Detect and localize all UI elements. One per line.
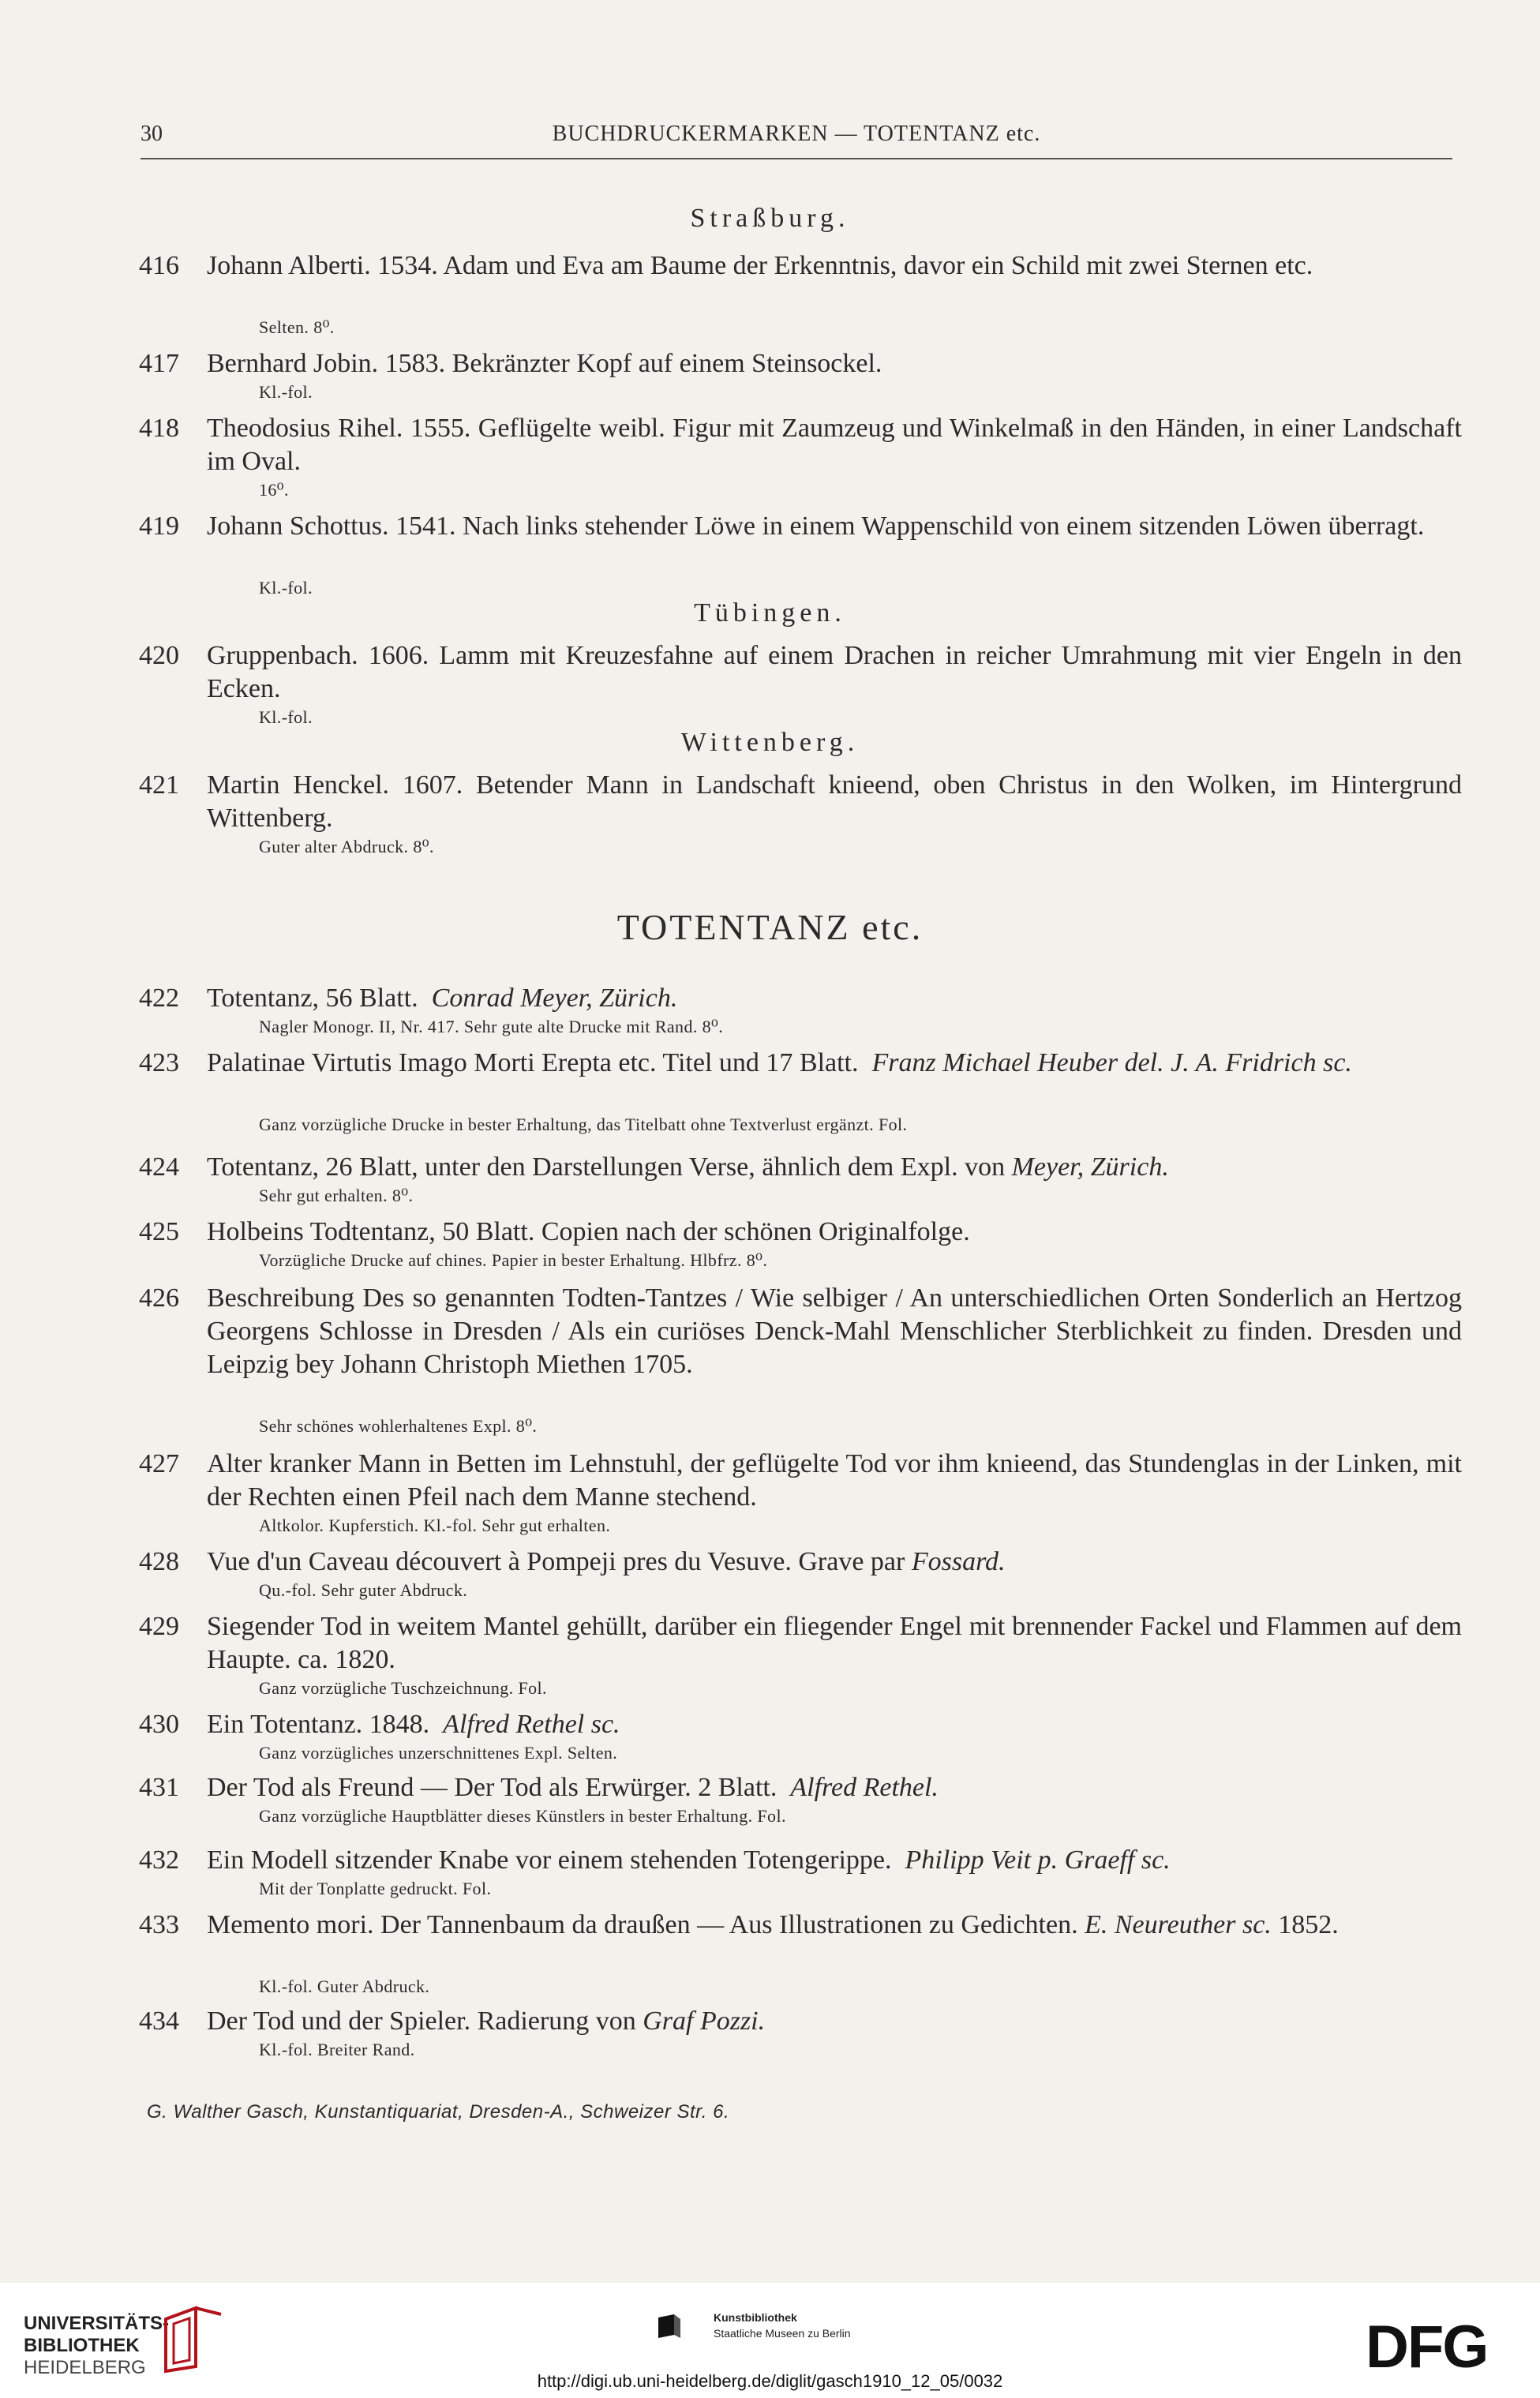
entry-title: Memento mori. Der Tannenbaum da draußen — Aus Illustrationen zu Gedichten. xyxy=(207,1910,1078,1939)
entry-text xyxy=(207,1844,1462,1877)
entry-note: Qu.-fol. Sehr guter Abdruck. xyxy=(259,1580,468,1600)
kunstbibliothek-icon xyxy=(655,2311,684,2340)
entry-year: 1852. xyxy=(1278,1910,1339,1939)
entry-text: Johann Alberti. 1534. Adam und Eva am Baume der Erkenntnis, davor ein Schild mit zwei Sternen etc. xyxy=(207,251,1313,280)
entry-number: 420 xyxy=(139,641,179,670)
city-heading-strassburg: Straßburg. xyxy=(690,204,850,233)
section-title: TOTENTANZ etc. xyxy=(616,907,924,947)
kb-line-2: Staatliche Museen zu Berlin xyxy=(714,2327,851,2340)
entry-number: 434 xyxy=(139,2006,179,2036)
page-header xyxy=(141,117,1452,152)
entry-number: 419 xyxy=(139,511,179,541)
entry-text xyxy=(207,1151,1462,1184)
entry-title: Der Tod als Freund — Der Tod als Erwürger. 2 Blatt. xyxy=(207,1773,777,1802)
entry-number: 431 xyxy=(139,1773,179,1802)
entry-note: Mit der Tonplatte gedruckt. Fol. xyxy=(259,1879,492,1898)
source-url-link[interactable]: http://digi.ub.uni-heidelberg.de/diglit/gasch1910_12_05/0032 xyxy=(537,2371,1003,2391)
entry-note: Guter alter Abdruck. 8⁰. xyxy=(259,837,434,856)
entry-text xyxy=(207,1771,1462,1804)
entry-number: 423 xyxy=(139,1048,179,1077)
entry-text: Holbeins Todtentanz, 50 Blatt. Copien nach der schönen Originalfolge. xyxy=(207,1217,970,1246)
page-number: 30 xyxy=(141,122,163,146)
entry-note: Nagler Monogr. II, Nr. 417. Sehr gute alte Drucke mit Rand. 8⁰. xyxy=(259,1017,724,1036)
entry-note: Kl.-fol. xyxy=(259,382,313,402)
entry-number: 418 xyxy=(139,414,179,443)
uni-line-2: BIBLIOTHEK xyxy=(24,2335,140,2356)
entry-number: 425 xyxy=(139,1217,179,1246)
entry-number: 426 xyxy=(139,1283,179,1313)
library-emblem-icon xyxy=(158,2303,229,2374)
entry-text xyxy=(207,1909,1462,1942)
entry-text xyxy=(207,1546,1462,1579)
entry-title: Ein Totentanz. 1848. xyxy=(207,1710,430,1739)
entry-number: 424 xyxy=(139,1152,179,1182)
entry-text xyxy=(207,1047,1462,1080)
uni-line-3: HEIDELBERG xyxy=(24,2357,146,2378)
city-heading-wittenberg: Wittenberg. xyxy=(680,728,860,757)
entry-note: Sehr gut erhalten. 8⁰. xyxy=(259,1186,414,1205)
city-heading-tuebingen: Tübingen. xyxy=(694,598,846,628)
entry-note: Sehr schönes wohlerhaltenes Expl. 8⁰. xyxy=(259,1416,538,1436)
entry-artist: Alfred Rethel sc. xyxy=(443,1710,620,1739)
entry-note: Ganz vorzügliche Hauptblätter dieses Künstlers in bester Erhaltung. Fol. xyxy=(259,1806,786,1826)
entry-text: Alter kranker Mann in Betten im Lehnstuhl, der geflügelte Tod vor ihm knieend, das Stundenglas in der Linken, mit der Rechten einen Pfeil nach dem Manne stechend. xyxy=(207,1449,1462,1512)
entry-artist: Franz Michael Heuber del. J. A. Fridrich sc. xyxy=(871,1048,1352,1077)
entry-number: 421 xyxy=(139,770,179,800)
entry-note: Ganz vorzügliche Drucke in bester Erhaltung, das Titelbatt ohne Textverlust ergänzt. Fol. xyxy=(259,1115,908,1134)
dfg-logo[interactable]: DFG xyxy=(1366,2314,1488,2381)
entry-note: Kl.-fol. xyxy=(259,707,313,727)
entry-number: 417 xyxy=(139,349,179,378)
entry-title: Der Tod und der Spieler. Radierung von xyxy=(207,2006,636,2036)
entry-text xyxy=(207,982,1462,1015)
entry-number: 416 xyxy=(139,251,179,280)
entry-number: 427 xyxy=(139,1449,179,1478)
entry-text: Bernhard Jobin. 1583. Bekränzter Kopf auf einem Steinsockel. xyxy=(207,349,882,378)
entry-title: Totentanz, 26 Blatt, unter den Darstellungen Verse, ähnlich dem Expl. von xyxy=(207,1152,1006,1182)
entry-note: Kl.-fol. xyxy=(259,578,313,598)
entry-note: Altkolor. Kupferstich. Kl.-fol. Sehr gut erhalten. xyxy=(259,1516,611,1535)
entry-artist: Alfred Rethel. xyxy=(790,1773,939,1802)
entry-note: Vorzügliche Drucke auf chines. Papier in bester Erhaltung. Hlbfrz. 8⁰. xyxy=(259,1250,768,1270)
entry-number: 432 xyxy=(139,1845,179,1875)
entry-note: Ganz vorzügliche Tuschzeichnung. Fol. xyxy=(259,1678,547,1698)
entry-number: 430 xyxy=(139,1710,179,1739)
entry-text: Beschreibung Des so genannten Todten-Tantzes / Wie selbiger / An unterschiedlichen Orten Sonderlich an Hertzog Georgens Schlosse in Dresden / Als ein curiöses Denck-Mahl Menschlicher Sterblichkeit zu finden. Dresden und Leipzig bey Johann Christoph Miethen 1705. xyxy=(207,1283,1462,1379)
header-rule xyxy=(141,158,1452,159)
entry-number: 429 xyxy=(139,1612,179,1641)
university-library-logo[interactable] xyxy=(24,2313,169,2379)
uni-line-1: UNIVERSITÄTS- xyxy=(24,2313,170,2334)
entry-text: Siegender Tod in weitem Mantel gehüllt, darüber ein fliegender Engel mit brennender Fackel und Flammen auf dem Haupte. ca. 1820. xyxy=(207,1612,1462,1674)
entry-title: Ein Modell sitzender Knabe vor einem stehenden Totengerippe. xyxy=(207,1845,892,1875)
entry-note: Ganz vorzügliches unzerschnittenes Expl. Selten. xyxy=(259,1743,618,1763)
entry-artist: Conrad Meyer, Zürich. xyxy=(431,984,678,1013)
entry-text xyxy=(207,1708,1462,1741)
entry-note: Kl.-fol. Guter Abdruck. xyxy=(259,1976,430,1996)
entry-number: 433 xyxy=(139,1910,179,1939)
entry-artist: Philipp Veit p. Graeff sc. xyxy=(905,1845,1171,1875)
entry-text: Gruppenbach. 1606. Lamm mit Kreuzesfahne auf einem Drachen in reicher Umrahmung mit vier Engeln in den Ecken. xyxy=(207,641,1462,703)
publisher-footer: G. Walther Gasch, Kunstantiquariat, Dresden-A., Schweizer Str. 6. xyxy=(147,2101,730,2123)
entry-artist: Graf Pozzi. xyxy=(643,2006,766,2036)
entry-note: 16⁰. xyxy=(259,480,289,500)
entry-text xyxy=(207,2005,1462,2038)
entry-title: Vue d'un Caveau découvert à Pompeji pres du Vesuve. Grave par xyxy=(207,1547,905,1576)
kunstbibliothek-label[interactable] xyxy=(714,2310,851,2341)
entry-artist: Fossard. xyxy=(911,1547,1006,1576)
entry-note: Selten. 8⁰. xyxy=(259,317,335,337)
entry-artist: E. Neureuther sc. xyxy=(1085,1910,1272,1939)
entry-title: Totentanz, 56 Blatt. xyxy=(207,984,418,1013)
entry-title: Palatinae Virtutis Imago Morti Erepta etc. Titel und 17 Blatt. xyxy=(207,1048,859,1077)
entry-note: Kl.-fol. Breiter Rand. xyxy=(259,2040,415,2059)
entry-text: Johann Schottus. 1541. Nach links stehender Löwe in einem Wappenschild von einem sitzenden Löwen überragt. xyxy=(207,511,1425,541)
entry-number: 428 xyxy=(139,1547,179,1576)
kb-line-1: Kunstbibliothek xyxy=(714,2311,797,2324)
entry-text: Theodosius Rihel. 1555. Geflügelte weibl. Figur mit Zaumzeug und Winkelmaß in den Händen, in einer Landschaft im Oval. xyxy=(207,414,1462,476)
running-head: BUCHDRUCKERMARKEN — TOTENTANZ etc. xyxy=(552,122,1041,146)
entry-text: Martin Henckel. 1607. Betender Mann in Landschaft knieend, oben Christus in den Wolken, im Hintergrund Wittenberg. xyxy=(207,770,1462,833)
entry-number: 422 xyxy=(139,984,179,1013)
entry-artist: Meyer, Zürich. xyxy=(1011,1152,1169,1182)
